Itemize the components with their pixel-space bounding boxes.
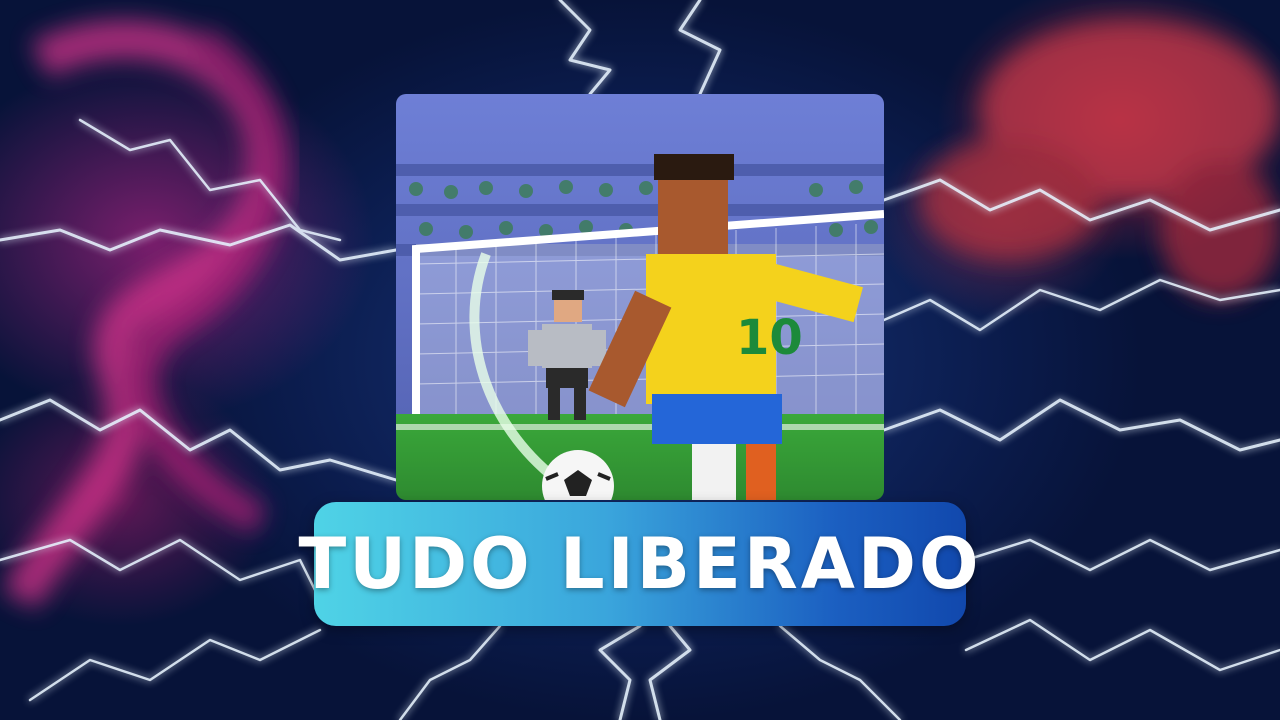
jersey-number: 10	[736, 310, 803, 366]
soccer-scene-illustration	[396, 94, 884, 500]
banner-label: TUDO LIBERADO	[298, 523, 982, 605]
pink-smoke	[20, 40, 274, 600]
unlocked-banner	[298, 502, 982, 626]
red-smoke	[920, 20, 1280, 300]
game-icon	[396, 94, 884, 500]
